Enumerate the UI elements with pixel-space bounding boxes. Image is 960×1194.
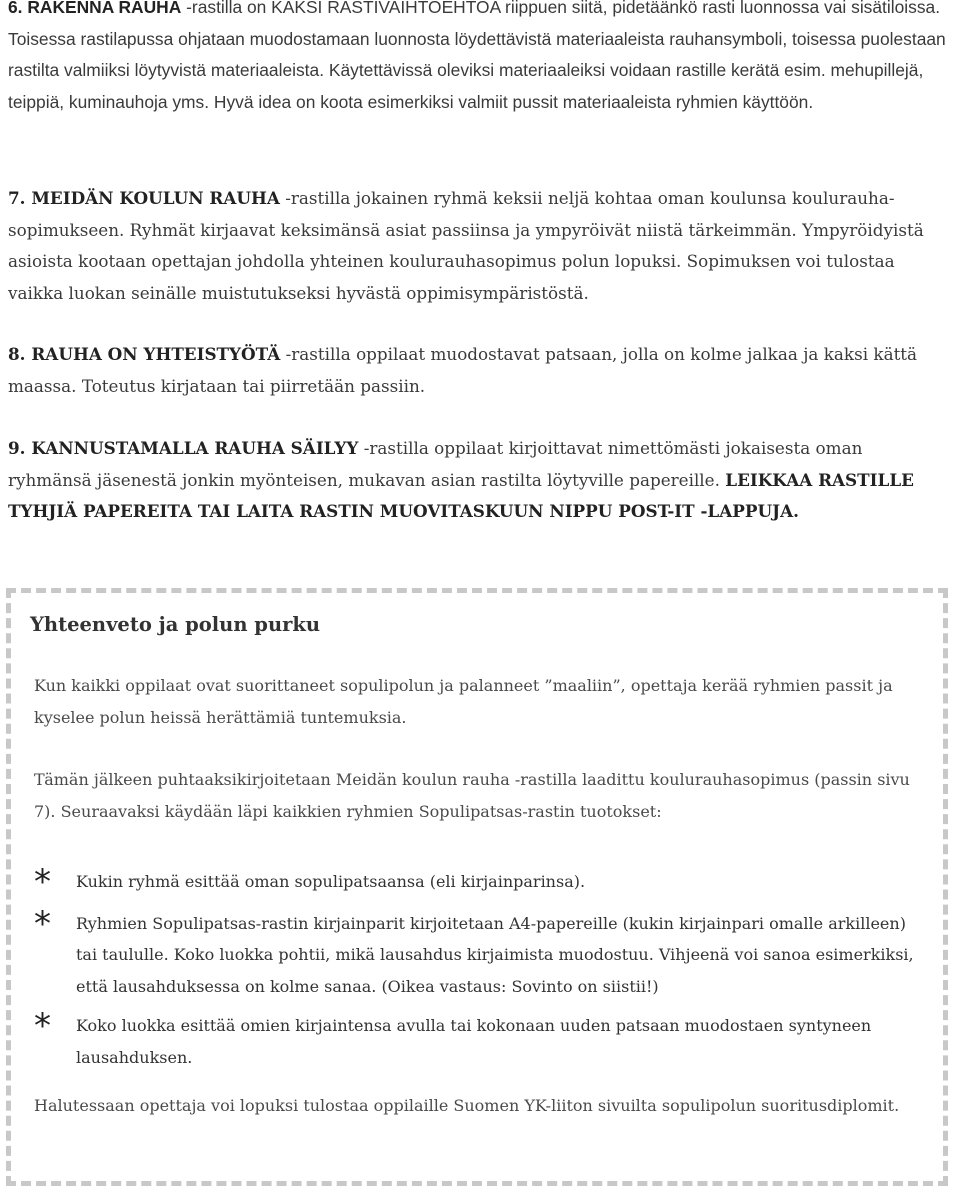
section-6-text: -rastilla on KAKSI RASTIVAIHTOEHTOA riippuen siitä, pidetäänkö rasti luonnossa vai sisätiloissa. Toisessa rastilapussa ohjataan muodostamaan luonnosta löydettävistä materiaaleista rauhansymboli, toisessa puolestaan rastilta valmiiksi löytyvistä materiaaleista. Käytettävissä oleviksi materiaaleiksi voidaan rastille kerätä esim. mehupillejä, teippiä, kuminauhoja yms. Hyvä idea on koota esimerkiksi valmiit pussit materiaaleista ryhmien käyttöön.	[8, 0, 946, 112]
summary-bullet-list	[34, 862, 914, 1083]
section-8-heading: 8. RAUHA ON YHTEISTYÖTÄ	[8, 344, 281, 364]
section-8-paragraph	[8, 339, 948, 402]
section-6-paragraph	[8, 0, 948, 118]
section-9-emphasis: LEIKKAA RASTILLE TYHJIÄ PAPEREITA TAI LAITA RASTIN MUOVITASKUUN NIPPU POST-IT -LAPPUJA.	[8, 469, 914, 521]
summary-paragraph-3: Halutessaan opettaja voi lopuksi tulostaa oppilaille Suomen YK-liiton sivuilta sopulipolun suoritusdiplomit.	[34, 1096, 900, 1115]
section-9-paragraph	[8, 433, 948, 528]
section-7-paragraph	[8, 183, 948, 309]
section-7-text: -rastilla jokainen ryhmä keksii neljä kohtaa oman koulunsa koulurauha-sopimukseen. Ryhmät kirjaavat keksimänsä asiat passiinsa ja ympyröivät niistä tärkeimmän. Ympyröidyistä asioista kootaan opettajan johdolla yhteinen koulurauhasopimus polun lopuksi. Sopimuksen voi tulostaa vaikka luokan seinälle muistutukseksi hyvästä oppimisympäristöstä.	[8, 188, 924, 303]
section-9-heading: 9. KANNUSTAMALLA RAUHA SÄILYY	[8, 438, 359, 458]
section-8-text: -rastilla oppilaat muodostavat patsaan, jolla on kolme jalkaa ja kaksi kättä maassa. Toteutus kirjataan tai piirretään passiin.	[8, 344, 918, 396]
asterisk-icon: *	[34, 1006, 51, 1046]
bullet-item	[34, 903, 914, 1003]
summary-paragraph-2: Tämän jälkeen puhtaaksikirjoitetaan Meidän koulun rauha -rastilla laadittu koulurauhasopimus (passin sivu 7). Seuraavaksi käydään läpi kaikkien ryhmien Sopulipatsas-rastin tuotokset:	[34, 770, 910, 821]
asterisk-icon: *	[34, 862, 51, 902]
summary-title: Yhteenveto ja polun purku	[30, 613, 321, 636]
section-9-text: -rastilla oppilaat kirjoittavat nimettömästi jokaisesta oman ryhmänsä jäsenestä jonkin myönteisen, mukavan asian rastilta löytyville papereille.	[8, 438, 863, 490]
section-6-heading: 6. RAKENNA RAUHA	[8, 0, 182, 17]
bullet-text: Koko luokka esittää omien kirjaintensa avulla tai kokonaan uuden patsaan muodostaen syntyneen lausahduksen.	[76, 1016, 872, 1067]
bullet-item	[34, 1006, 914, 1073]
bullet-text: Kukin ryhmä esittää oman sopulipatsaansa (eli kirjainparinsa).	[76, 872, 586, 891]
asterisk-icon: *	[34, 903, 51, 944]
bullet-text: Ryhmien Sopulipatsas-rastin kirjainparit kirjoitetaan A4-papereille (kukin kirjainpari omalle arkilleen) tai taululle. Koko luokka pohtii, mikä lausahdus kirjaimista muodostuu. Vihjeenä voi sanoa esimerkiksi, että lausahduksessa on kolme sanaa. (Oikea vastaus: Sovinto on siistii!)	[76, 913, 914, 996]
summary-paragraph-1: Kun kaikki oppilaat ovat suorittaneet sopulipolun ja palanneet ”maaliin”, opettaja kerää ryhmien passit ja kyselee polun heissä herättämiä tuntemuksia.	[34, 676, 893, 727]
section-7-heading: 7. MEIDÄN KOULUN RAUHA	[8, 188, 280, 208]
bullet-item	[34, 862, 914, 902]
